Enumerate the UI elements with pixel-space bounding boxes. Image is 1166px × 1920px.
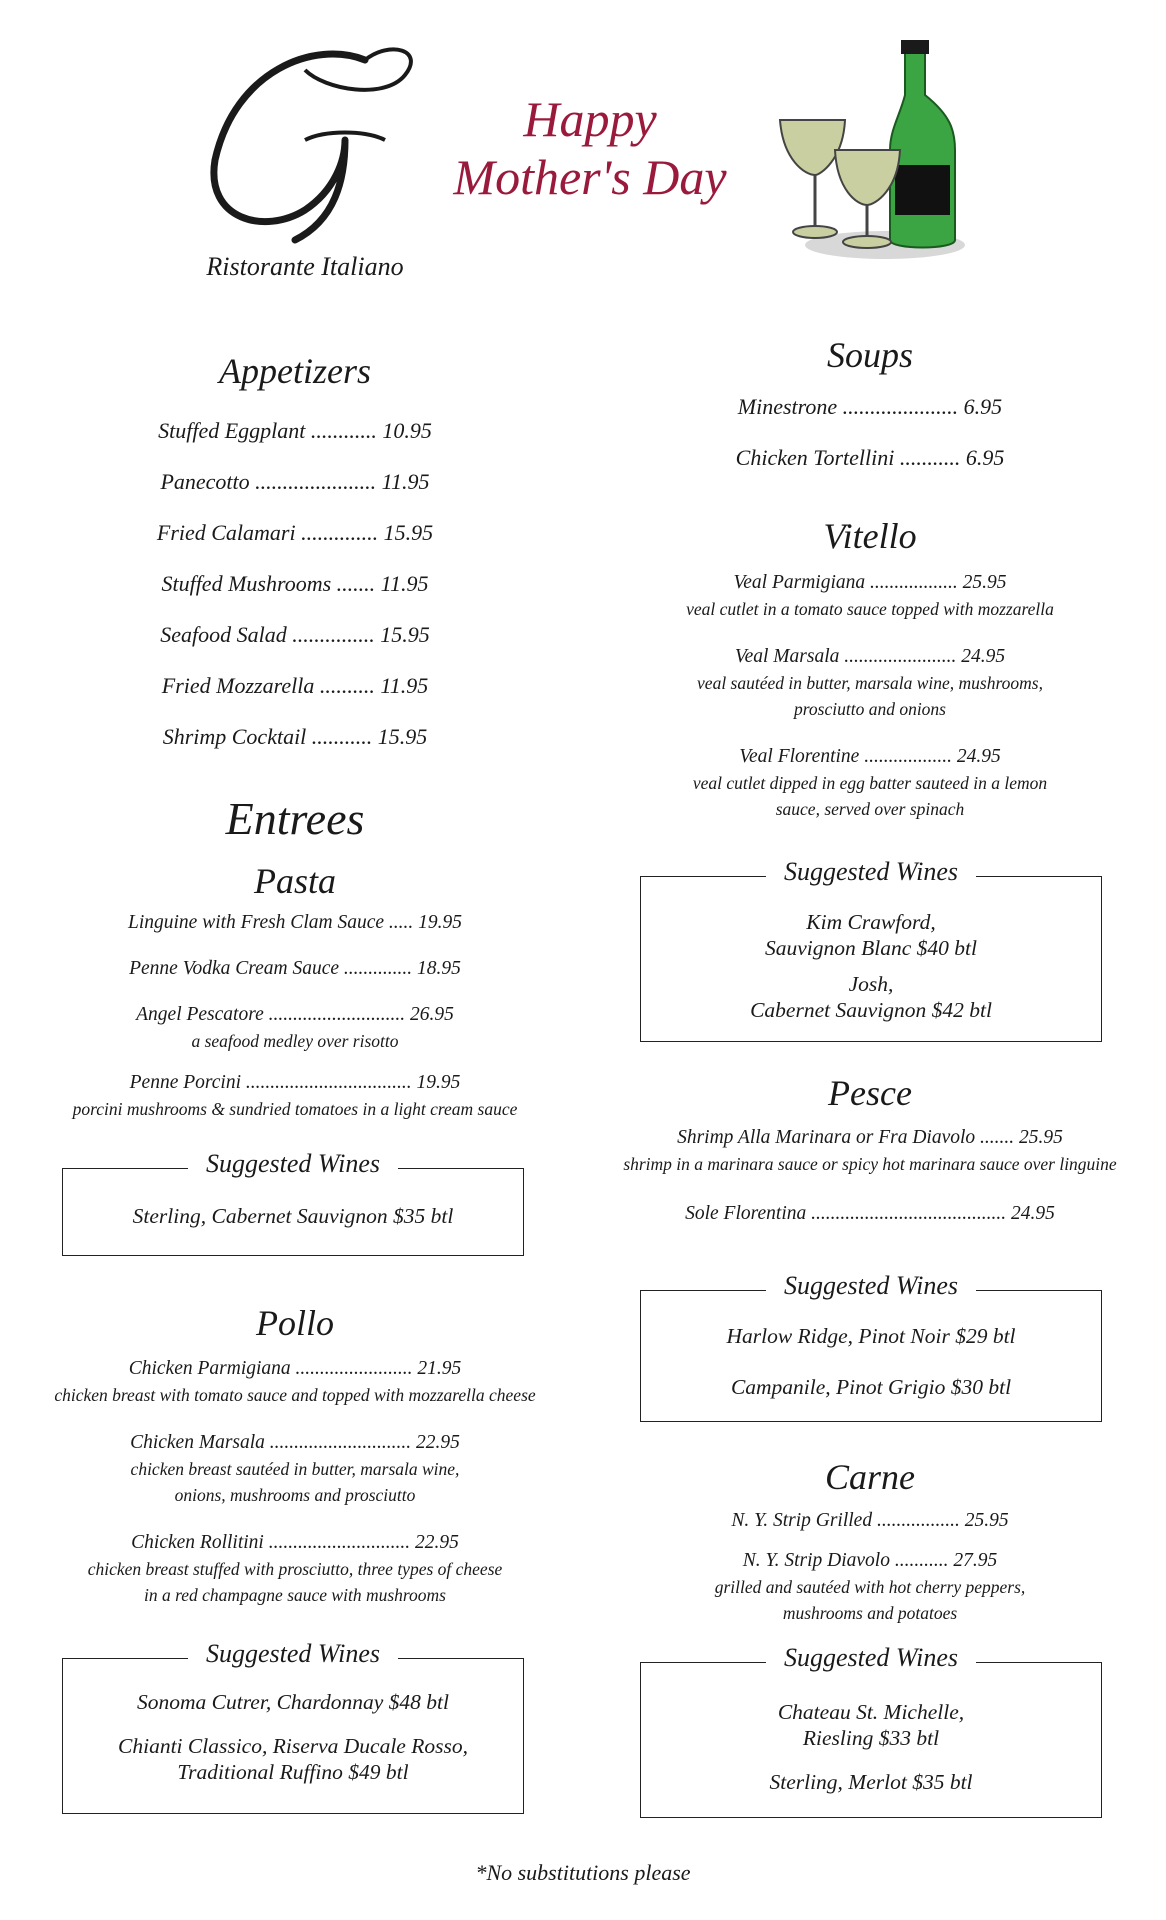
list-item: Chicken Rollitini ............................. 22.95 [131,1532,459,1553]
item-description: veal sautéed in butter, marsala wine, mushrooms, [697,673,1043,693]
wine-line: Kim Crawford, [806,910,936,934]
pollo-title: Pollo [256,1303,334,1343]
wine-line: Sonoma Cutrer, Chardonnay $48 btl [137,1690,449,1714]
vitello-list [630,572,1110,822]
item-description: chicken breast stuffed with prosciutto, three types of cheese [87,1559,503,1579]
list-item: Stuffed Mushrooms ....... 11.95 [161,571,429,596]
list-item: Veal Parmigiana .................. 25.95 [733,572,1007,593]
wine-box-title: Suggested Wines [188,1639,398,1669]
list-item: N. Y. Strip Grilled ................. 25.95 [731,1510,1009,1531]
list-item: Panecotto ...................... 11.95 [160,469,430,494]
item-description: veal cutlet in a tomato sauce topped with mozzarella [686,599,1054,619]
vitello-title: Vitello [823,516,917,556]
pesce-wine-box [640,1271,1102,1422]
item-description: onions, mushrooms and prosciutto [174,1485,416,1505]
item-description: prosciutto and onions [794,699,946,719]
pollo-list [20,1358,570,1608]
title-line-1: Happy [523,91,657,147]
item-description: porcini mushrooms & sundried tomatoes in a light cream sauce [72,1099,518,1119]
item-description: sauce, served over spinach [775,799,965,819]
entrees-title: Entrees [225,793,365,844]
list-item: Linguine with Fresh Clam Sauce ..... 19.95 [127,912,462,933]
list-item: Chicken Parmigiana ........................ 21.95 [128,1358,462,1379]
footer-note: *No substitutions please [475,1860,691,1885]
wine-line: Campanile, Pinot Grigio $30 btl [730,1375,1012,1399]
wine-line: Chateau St. Michelle, [777,1700,965,1724]
list-item: Chicken Tortellini ........... 6.95 [735,445,1005,470]
carne-title: Carne [825,1457,915,1497]
pasta-wine-box [62,1149,524,1256]
carne-list [650,1510,1090,1626]
list-item: Penne Porcini .................................. 19.95 [129,1072,461,1093]
list-item: Angel Pescatore ............................ 26.95 [136,1004,454,1025]
wine-line: Chianti Classico, Riserva Ducale Rosso, [118,1734,468,1758]
appetizers-title: Appetizers [219,351,371,391]
list-item: N. Y. Strip Diavolo ........... 27.95 [742,1550,998,1571]
title-line-2: Mother's Day [453,149,727,205]
item-description: shrimp in a marinara sauce or spicy hot marinara sauce over linguine [623,1154,1117,1174]
list-item: Sole Florentina ........................................ 24.95 [685,1203,1055,1224]
list-item: Veal Marsala ....................... 24.95 [734,646,1006,667]
item-description: chicken breast sautéed in butter, marsala wine, [130,1459,460,1479]
appetizers-list [100,418,490,775]
wine-line: Sterling, Cabernet Sauvignon $35 btl [132,1204,454,1228]
list-item: Fried Calamari .............. 15.95 [156,520,434,545]
item-description: chicken breast with tomato sauce and topped with mozzarella cheese [54,1385,536,1405]
wine-line: Josh, [848,972,894,996]
list-item: Veal Florentine .................. 24.95 [739,746,1001,767]
page-title [430,90,750,206]
soups-title: Soups [826,335,913,375]
list-item: Minestrone ..................... 6.95 [737,394,1003,419]
item-description: mushrooms and potatoes [782,1603,958,1623]
item-description: in a red champagne sauce with mushrooms [143,1585,446,1605]
list-item: Stuffed Eggplant ............ 10.95 [158,418,432,443]
pesce-title: Pesce [828,1073,912,1113]
item-description: grilled and sautéed with hot cherry peppers, [714,1577,1026,1597]
pesce-list [610,1127,1130,1225]
list-item: Shrimp Cocktail ........... 15.95 [162,724,428,749]
wine-line: Traditional Ruffino $49 btl [177,1760,409,1784]
list-item: Shrimp Alla Marinara or Fra Diavolo ....... 25.95 [677,1127,1063,1148]
logo-g-icon [195,30,435,250]
list-item: Seafood Salad ............... 15.95 [160,622,430,647]
wine-line: Cabernet Sauvignon $42 btl [750,998,992,1022]
pasta-list [40,912,550,1122]
logo [195,30,435,250]
wine-box-title: Suggested Wines [766,1643,976,1673]
vitello-wine-box [640,857,1102,1042]
wine-box-title: Suggested Wines [766,857,976,887]
carne-wine-box [640,1643,1102,1818]
pollo-wine-box [62,1639,524,1814]
list-item: Chicken Marsala ............................. 22.95 [130,1432,460,1453]
list-item: Fried Mozzarella .......... 11.95 [161,673,429,698]
wine-line: Sterling, Merlot $35 btl [769,1770,973,1794]
wine-line: Harlow Ridge, Pinot Noir $29 btl [726,1324,1016,1348]
item-description: veal cutlet dipped in egg batter sauteed in a lemon [692,773,1048,793]
pasta-title: Pasta [253,861,336,901]
list-item: Penne Vodka Cream Sauce .............. 18.95 [129,958,461,979]
wine-glasses-and-bottle-icon [775,40,975,265]
wine-line: Riesling $33 btl [802,1726,940,1750]
restaurant-subtitle: Ristorante Italiano [206,252,404,281]
wine-line: Sauvignon Blanc $40 btl [765,936,977,960]
wine-box-title: Suggested Wines [766,1271,976,1301]
item-description: a seafood medley over risotto [191,1031,399,1051]
soups-list [670,394,1070,471]
wine-box-title: Suggested Wines [188,1149,398,1179]
